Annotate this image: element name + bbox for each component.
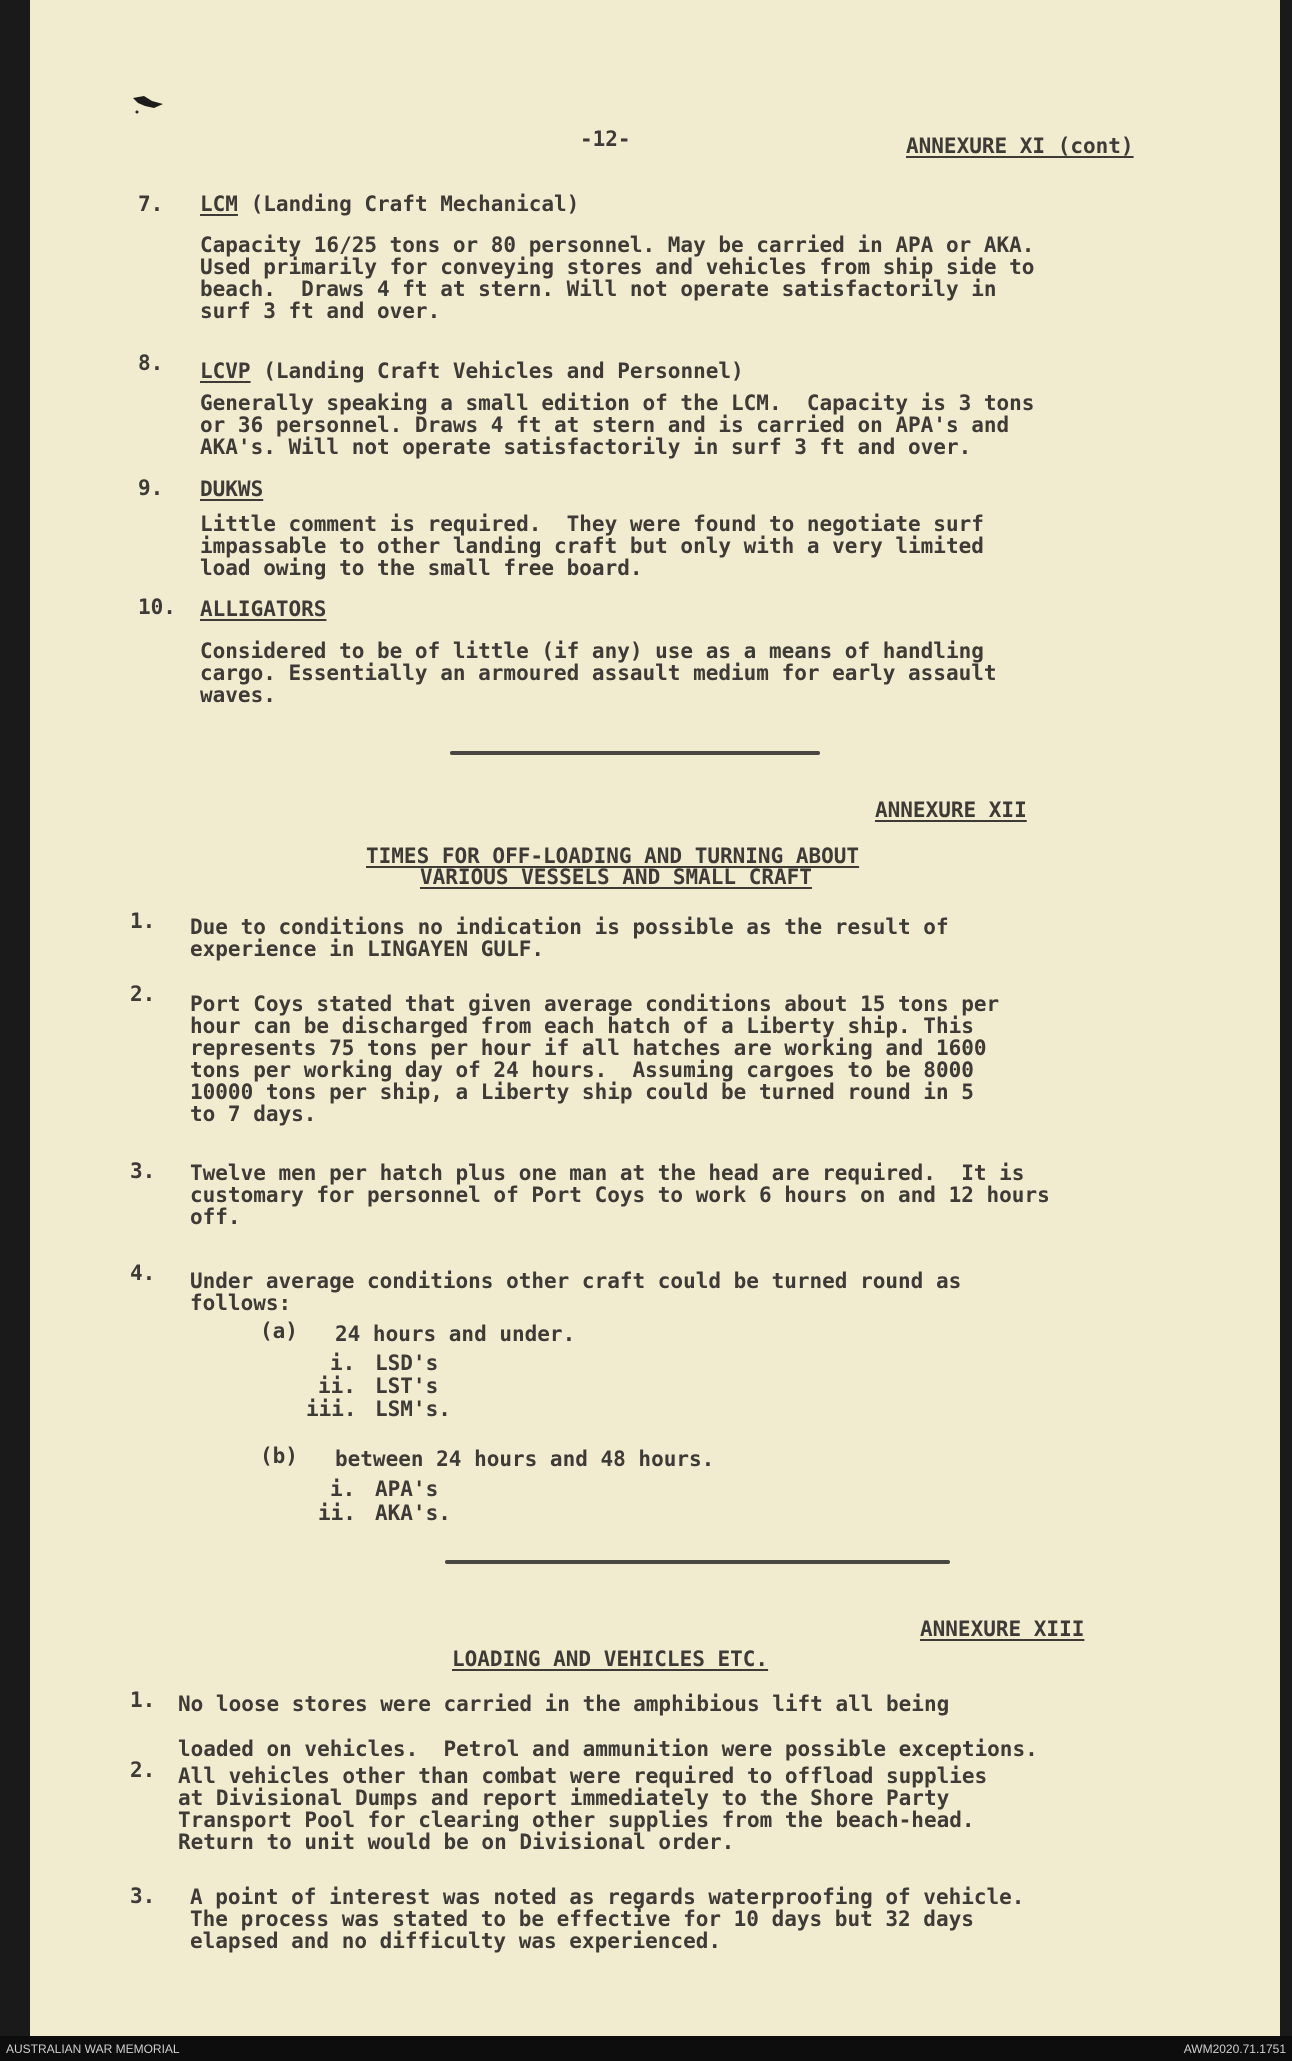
roman-num: iii. xyxy=(306,1397,357,1421)
item-number: 4. xyxy=(130,1261,156,1285)
para-line: Generally speaking a small edition of the LCM. Capacity is 3 tons xyxy=(200,391,1035,415)
para-line: impassable to other landing craft but only with a very limited xyxy=(200,534,984,558)
para-line: Twelve men per hatch plus one man at the head are required. It is xyxy=(190,1161,1025,1185)
para-line: Little comment is required. They were found to negotiate surf xyxy=(200,512,984,536)
item-number: 1. xyxy=(130,909,156,933)
para-line: at Divisional Dumps and report immediately to the Shore Party xyxy=(178,1786,950,1810)
page-number: -12- xyxy=(580,127,631,151)
section-divider xyxy=(450,751,820,755)
list-item: LSD's xyxy=(375,1351,439,1375)
item-number: 8. xyxy=(138,351,164,375)
section-title: TIMES FOR OFF-LOADING AND TURNING ABOUT xyxy=(366,844,860,868)
para-line: off. xyxy=(190,1205,241,1229)
footer-reference: AWM2020.71.1751 xyxy=(1183,2042,1286,2056)
para-line: Port Coys stated that given average conditions about 15 tons per xyxy=(190,992,1000,1016)
item-heading: LCVP (Landing Craft Vehicles and Personnel) xyxy=(200,359,744,383)
item-heading: LCM (Landing Craft Mechanical) xyxy=(200,192,580,216)
document-page xyxy=(30,0,1280,2036)
item-number: 2. xyxy=(130,982,156,1006)
sub-text: 24 hours and under. xyxy=(335,1322,576,1346)
para-line: experience in LINGAYEN GULF. xyxy=(190,937,545,961)
annex-label: ANNEXURE XII xyxy=(875,798,1027,822)
para-line: No loose stores were carried in the amphibious lift all being xyxy=(178,1692,950,1716)
para-line: Considered to be of little (if any) use as a means of handling xyxy=(200,639,984,663)
item-number: 1. xyxy=(130,1688,156,1712)
item-number: 3. xyxy=(130,1884,156,1908)
item-heading: DUKWS xyxy=(200,477,264,501)
list-item: LST's xyxy=(375,1374,439,1398)
item-number: 3. xyxy=(130,1159,156,1183)
para-line: elapsed and no difficulty was experienced. xyxy=(190,1929,722,1953)
section-title: LOADING AND VEHICLES ETC. xyxy=(452,1647,769,1671)
item-number: 10. xyxy=(138,595,176,619)
roman-num: ii. xyxy=(318,1374,356,1398)
para-line: Return to unit would be on Divisional order. xyxy=(178,1830,735,1854)
footer-source: AUSTRALIAN WAR MEMORIAL xyxy=(6,2042,180,2056)
para-line: All vehicles other than combat were required to offload supplies xyxy=(178,1764,988,1788)
para-line: AKA's. Will not operate satisfactorily in surf 3 ft and over. xyxy=(200,435,972,459)
para-line: Used primarily for conveying stores and vehicles from ship side to xyxy=(200,255,1035,279)
item-number: 9. xyxy=(138,476,164,500)
annex-header-right: ANNEXURE XI (cont) xyxy=(906,134,1134,158)
para-line: 10000 tons per ship, a Liberty ship could be turned round in 5 xyxy=(190,1080,974,1104)
sub-label: (a) xyxy=(260,1319,298,1343)
para-line: or 36 personnel. Draws 4 ft at stern and is carried on APA's and xyxy=(200,413,1010,437)
para-line: Due to conditions no indication is possible as the result of xyxy=(190,915,949,939)
para-line: to 7 days. xyxy=(190,1102,317,1126)
para-line: Under average conditions other craft could be turned round as xyxy=(190,1269,962,1293)
para-line: load owing to the small free board. xyxy=(200,556,643,580)
section-divider xyxy=(445,1560,950,1564)
para-line: represents 75 tons per hour if all hatches are working and 1600 xyxy=(190,1036,987,1060)
para-line: cargo. Essentially an armoured assault medium for early assault xyxy=(200,661,997,685)
list-item: LSM's. xyxy=(375,1397,451,1421)
para-line: tons per working day of 24 hours. Assuming cargoes to be 8000 xyxy=(190,1058,974,1082)
item-number: 2. xyxy=(130,1758,156,1782)
sub-label: (b) xyxy=(260,1444,298,1468)
archive-footer xyxy=(0,2036,1292,2061)
para-line: The process was stated to be effective for 10 days but 32 days xyxy=(190,1907,974,1931)
para-line: loaded on vehicles. Petrol and ammunition were possible exceptions. xyxy=(178,1737,1038,1761)
item-heading: ALLIGATORS xyxy=(200,597,327,621)
roman-num: i. xyxy=(330,1351,356,1375)
roman-num: i. xyxy=(330,1477,356,1501)
para-line: Transport Pool for clearing other supplies from the beach-head. xyxy=(178,1808,975,1832)
section-title: VARIOUS VESSELS AND SMALL CRAFT xyxy=(420,865,812,889)
sub-text: between 24 hours and 48 hours. xyxy=(335,1447,715,1471)
para-line: Capacity 16/25 tons or 80 personnel. May be carried in APA or AKA. xyxy=(200,233,1035,257)
para-line: customary for personnel of Port Coys to work 6 hours on and 12 hours xyxy=(190,1183,1050,1207)
item-number: 7. xyxy=(138,192,164,216)
para-line: hour can be discharged from each hatch of a Liberty ship. This xyxy=(190,1014,974,1038)
list-item: AKA's. xyxy=(375,1501,451,1525)
para-line: follows: xyxy=(190,1291,292,1315)
para-line: beach. Draws 4 ft at stern. Will not operate satisfactorily in xyxy=(200,277,997,301)
roman-num: ii. xyxy=(318,1501,356,1525)
para-line: surf 3 ft and over. xyxy=(200,299,441,323)
para-line: waves. xyxy=(200,683,276,707)
para-line: A point of interest was noted as regards waterproofing of vehicle. xyxy=(190,1885,1025,1909)
annex-label: ANNEXURE XIII xyxy=(920,1617,1085,1641)
list-item: APA's xyxy=(375,1477,439,1501)
ink-blot xyxy=(130,92,166,120)
